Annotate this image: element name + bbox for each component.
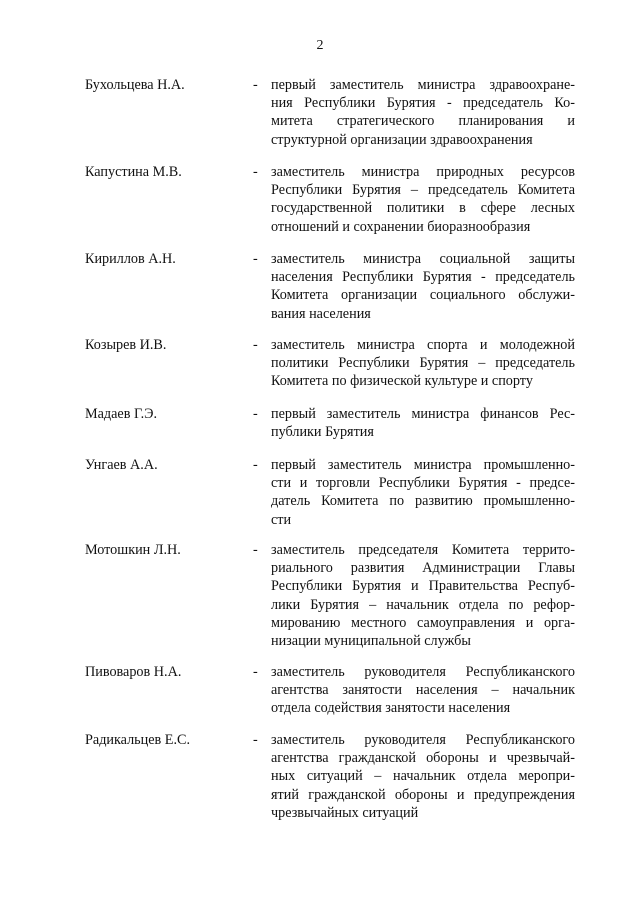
role-line: заместитель министра природных ресурсов — [271, 164, 575, 180]
role-line: митета стратегического планирования и — [271, 113, 575, 130]
member-name: Капустина М.В. — [85, 164, 182, 180]
role-line: риального развития Администрации Главы — [271, 560, 575, 577]
role-line: отношений и сохранении биоразнообразия — [271, 218, 531, 235]
role-line: датель Комитета по развитию промышленно- — [271, 493, 575, 510]
role-line: публики Бурятия — [271, 424, 374, 441]
role-line: первый заместитель министра здравоохране- — [271, 77, 575, 93]
member-role — [271, 541, 575, 650]
role-line: ных ситуаций – начальник отдела меропри- — [271, 768, 575, 785]
dash-separator: - — [253, 732, 258, 748]
role-line: Комитета по физической культуре и спорту — [271, 373, 533, 390]
dash-separator: - — [253, 77, 258, 93]
dash-separator: - — [253, 164, 258, 180]
member-role — [271, 76, 575, 149]
member-role — [271, 163, 575, 236]
dash-separator: - — [253, 251, 258, 267]
role-line: Комитета организации социального обслужи- — [271, 287, 575, 304]
role-line: первый заместитель министра финансов Рес- — [271, 406, 575, 422]
role-line: отдела содействия занятости населения — [271, 700, 511, 717]
member-name: Кириллов А.Н. — [85, 251, 176, 267]
role-line: первый заместитель министра промышленно- — [271, 457, 575, 473]
member-role — [271, 336, 575, 391]
role-line: заместитель министра спорта и молодежной — [271, 337, 575, 353]
role-line: агентства занятости населения – начальник — [271, 682, 575, 699]
dash-separator: - — [253, 337, 258, 353]
member-name: Мадаев Г.Э. — [85, 406, 158, 422]
member-name: Бухольцева Н.А. — [85, 77, 185, 93]
dash-separator: - — [253, 542, 258, 558]
role-line: заместитель председателя Комитета террито- — [271, 542, 575, 558]
member-name: Радикальцев Е.С. — [85, 732, 191, 748]
member-role — [271, 731, 575, 822]
role-line: низации муниципальной службы — [271, 633, 471, 650]
member-role — [271, 405, 575, 441]
member-role — [271, 250, 575, 323]
dash-separator: - — [253, 457, 258, 473]
role-line: политики Республики Бурятия – председатель — [271, 355, 575, 372]
role-line: заместитель руководителя Республиканского — [271, 664, 575, 680]
dash-separator: - — [253, 406, 258, 422]
page-number: 2 — [316, 38, 324, 53]
role-line: заместитель министра социальной защиты — [271, 251, 575, 267]
role-line: сти — [271, 511, 292, 528]
role-line: структурной организации здравоохранения — [271, 131, 533, 148]
role-line: мированию местного самоуправления и орга- — [271, 614, 575, 631]
member-name: Козырев И.В. — [85, 337, 167, 353]
role-line: государственной политики в сфере лесных — [271, 200, 575, 217]
dash-separator: - — [253, 664, 258, 680]
role-line: сти и торговли Республики Бурятия - предсе- — [271, 475, 575, 492]
member-role — [271, 456, 575, 529]
role-line: Республики Бурятия – председатель Комитета — [271, 182, 575, 199]
role-line: вания населения — [271, 305, 371, 322]
member-name: Мотошкин Л.Н. — [85, 542, 181, 558]
member-role — [271, 663, 575, 718]
role-line: ятий гражданской обороны и предупреждения — [271, 786, 575, 803]
role-line: населения Республики Бурятия - председатель — [271, 269, 575, 286]
role-line: лики Бурятия – начальник отдела по рефор- — [271, 596, 575, 613]
role-line: агентства гражданской обороны и чрезвычай- — [271, 750, 575, 767]
role-line: ния Республики Бурятия - председатель Ко- — [271, 95, 575, 112]
role-line: заместитель руководителя Республиканского — [271, 732, 575, 748]
member-name: Пивоваров Н.А. — [85, 664, 182, 680]
role-line: Республики Бурятия и Правительства Респуб- — [271, 578, 575, 595]
member-name: Унгаев А.А. — [85, 457, 158, 473]
role-line: чрезвычайных ситуаций — [271, 804, 419, 821]
